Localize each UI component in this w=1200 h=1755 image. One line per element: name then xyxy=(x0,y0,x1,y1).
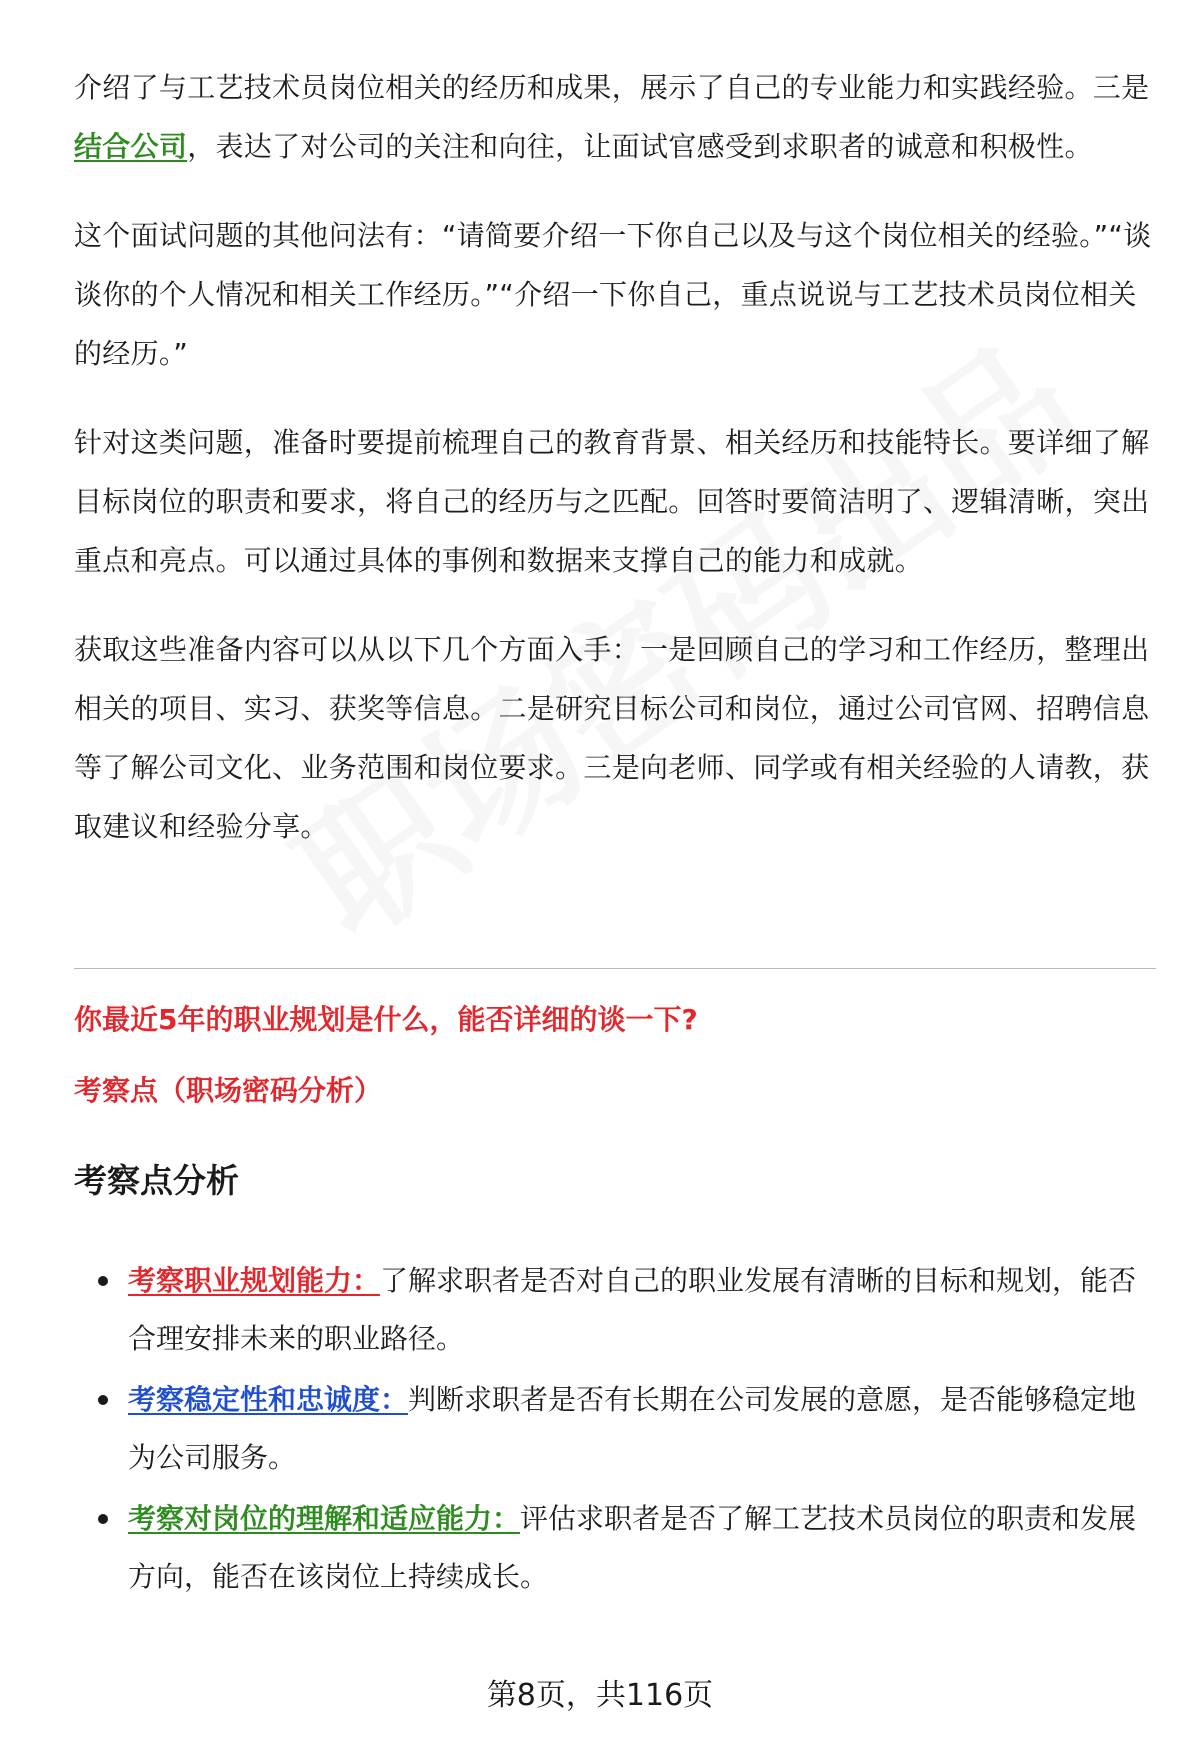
list-item xyxy=(74,1490,1156,1606)
paragraph-4: 获取这些准备内容可以从以下几个方面入手：一是回顾自己的学习和工作经历，整理出相关的项目、实习、获奖等信息。二是研究目标公司和岗位，通过公司官网、招聘信息等了解公司文化、业务范围和岗位要求。三是向老师、同学或有相关经验的人请教，获取建议和经验分享。 xyxy=(74,633,1150,843)
bullet-keyword: 考察稳定性和忠诚度： xyxy=(128,1383,409,1416)
bullet-text: 判断求职者是否有长期在公司发展的意愿，是否能够稳定地为公司服务。 xyxy=(128,1383,1137,1474)
analysis-label: 考察点（职场密码分析） xyxy=(74,1074,383,1107)
bullet-text: 了解求职者是否对自己的职业发展有清晰的目标和规划，能否合理安排未来的职业路径。 xyxy=(128,1264,1137,1355)
bullet-icon xyxy=(98,1514,108,1524)
paragraph-1 xyxy=(74,58,1156,176)
bullet-text: 评估求职者是否了解工艺技术员岗位的职责和发展方向，能否在该岗位上持续成长。 xyxy=(128,1502,1137,1593)
bullet-keyword: 考察对岗位的理解和适应能力： xyxy=(128,1502,521,1535)
page-number: 第8页，共116页 xyxy=(486,1678,714,1713)
bullet-icon xyxy=(98,1395,108,1405)
list-item xyxy=(74,1252,1156,1368)
keyword-company: 结合公司 xyxy=(74,130,188,163)
bullet-keyword: 考察职业规划能力： xyxy=(128,1264,381,1297)
paragraph-2: 这个面试问题的其他问法有：“请简要介绍一下你自己以及与这个岗位相关的经验。”“谈谈你的个人情况和相关工作经历。”“介绍一下你自己，重点说说与工艺技术员岗位相关的经历。” xyxy=(74,219,1152,370)
section-title: 考察点分析 xyxy=(74,1161,239,1200)
interview-question: 你最近5年的职业规划是什么，能否详细的谈一下? xyxy=(74,1003,698,1036)
body-text xyxy=(74,58,1156,886)
list-item xyxy=(74,1371,1156,1487)
paragraph-1-part1: 介绍了与工艺技术员岗位相关的经历和成果，展示了自己的专业能力和实践经验。三是 xyxy=(74,71,1150,104)
section-divider xyxy=(74,968,1156,969)
paragraph-1-part2: ，表达了对公司的关注和向往，让面试官感受到求职者的诚意和积极性。 xyxy=(187,130,1093,163)
analysis-list xyxy=(74,1252,1156,1609)
paragraph-3: 针对这类问题，准备时要提前梳理自己的教育背景、相关经历和技能特长。要详细了解目标岗位的职责和要求，将自己的经历与之匹配。回答时要简洁明了、逻辑清晰，突出重点和亮点。可以通过具体的事例和数据来支撑自己的能力和成就。 xyxy=(74,426,1150,577)
bullet-icon xyxy=(98,1276,108,1286)
